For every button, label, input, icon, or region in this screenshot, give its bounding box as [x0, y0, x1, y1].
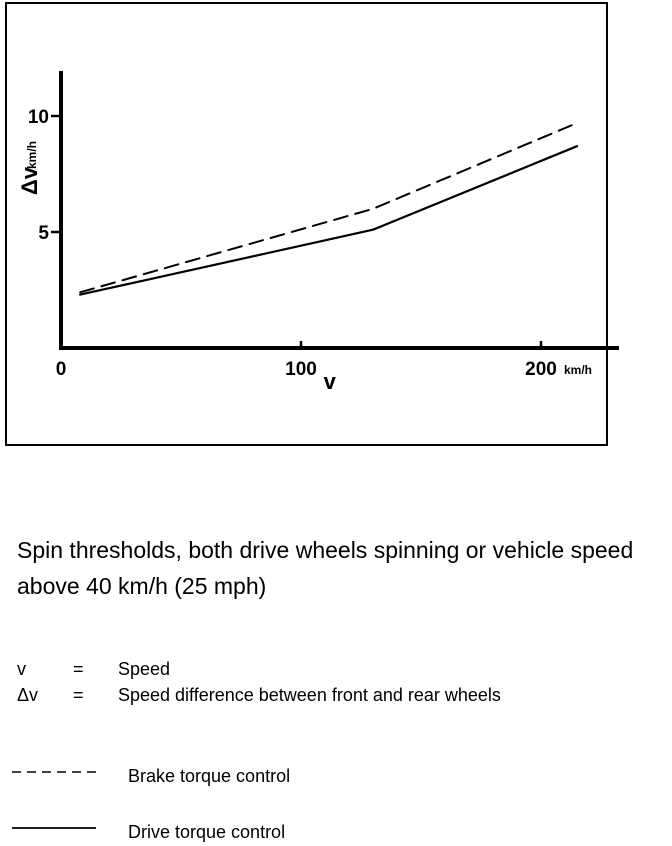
chart-ticks [28, 107, 557, 380]
x-tick-label: 0 [55, 359, 67, 380]
x-axis-unit: km/h [564, 363, 593, 377]
definition-equals: = [73, 685, 84, 705]
x-axis-label: v [323, 369, 336, 394]
legend-label: Drive torque control [128, 822, 286, 842]
y-axis-label-group [17, 141, 42, 195]
definition-text: Speed difference between front and rear wheels [118, 685, 501, 705]
chart-series-layer [80, 123, 577, 295]
x-tick-label: 200 [525, 359, 557, 380]
y-axis-unit: km/h [25, 140, 39, 169]
y-tick-label: 5 [38, 223, 49, 244]
series-line-brake-torque [80, 123, 577, 292]
series-line-drive-torque [80, 146, 577, 294]
legend-label: Brake torque control [128, 766, 291, 786]
chart-axes [59, 71, 619, 350]
legend-solid-line-icon [12, 818, 102, 846]
definition-equals: = [73, 659, 84, 679]
legend-dashed-line-icon [12, 762, 102, 790]
figure-caption: Spin thresholds, both drive wheels spinning or vehicle speed above 40 km/h (25 mph) [17, 537, 634, 599]
definition-symbol: v [17, 659, 26, 679]
y-axis-label: Δv [17, 166, 42, 195]
definition-text: Speed [118, 659, 171, 679]
x-tick-label: 100 [285, 359, 317, 380]
definition-symbol: Δv [17, 685, 39, 705]
chart-labels [17, 141, 592, 394]
y-tick-label: 10 [27, 107, 49, 128]
